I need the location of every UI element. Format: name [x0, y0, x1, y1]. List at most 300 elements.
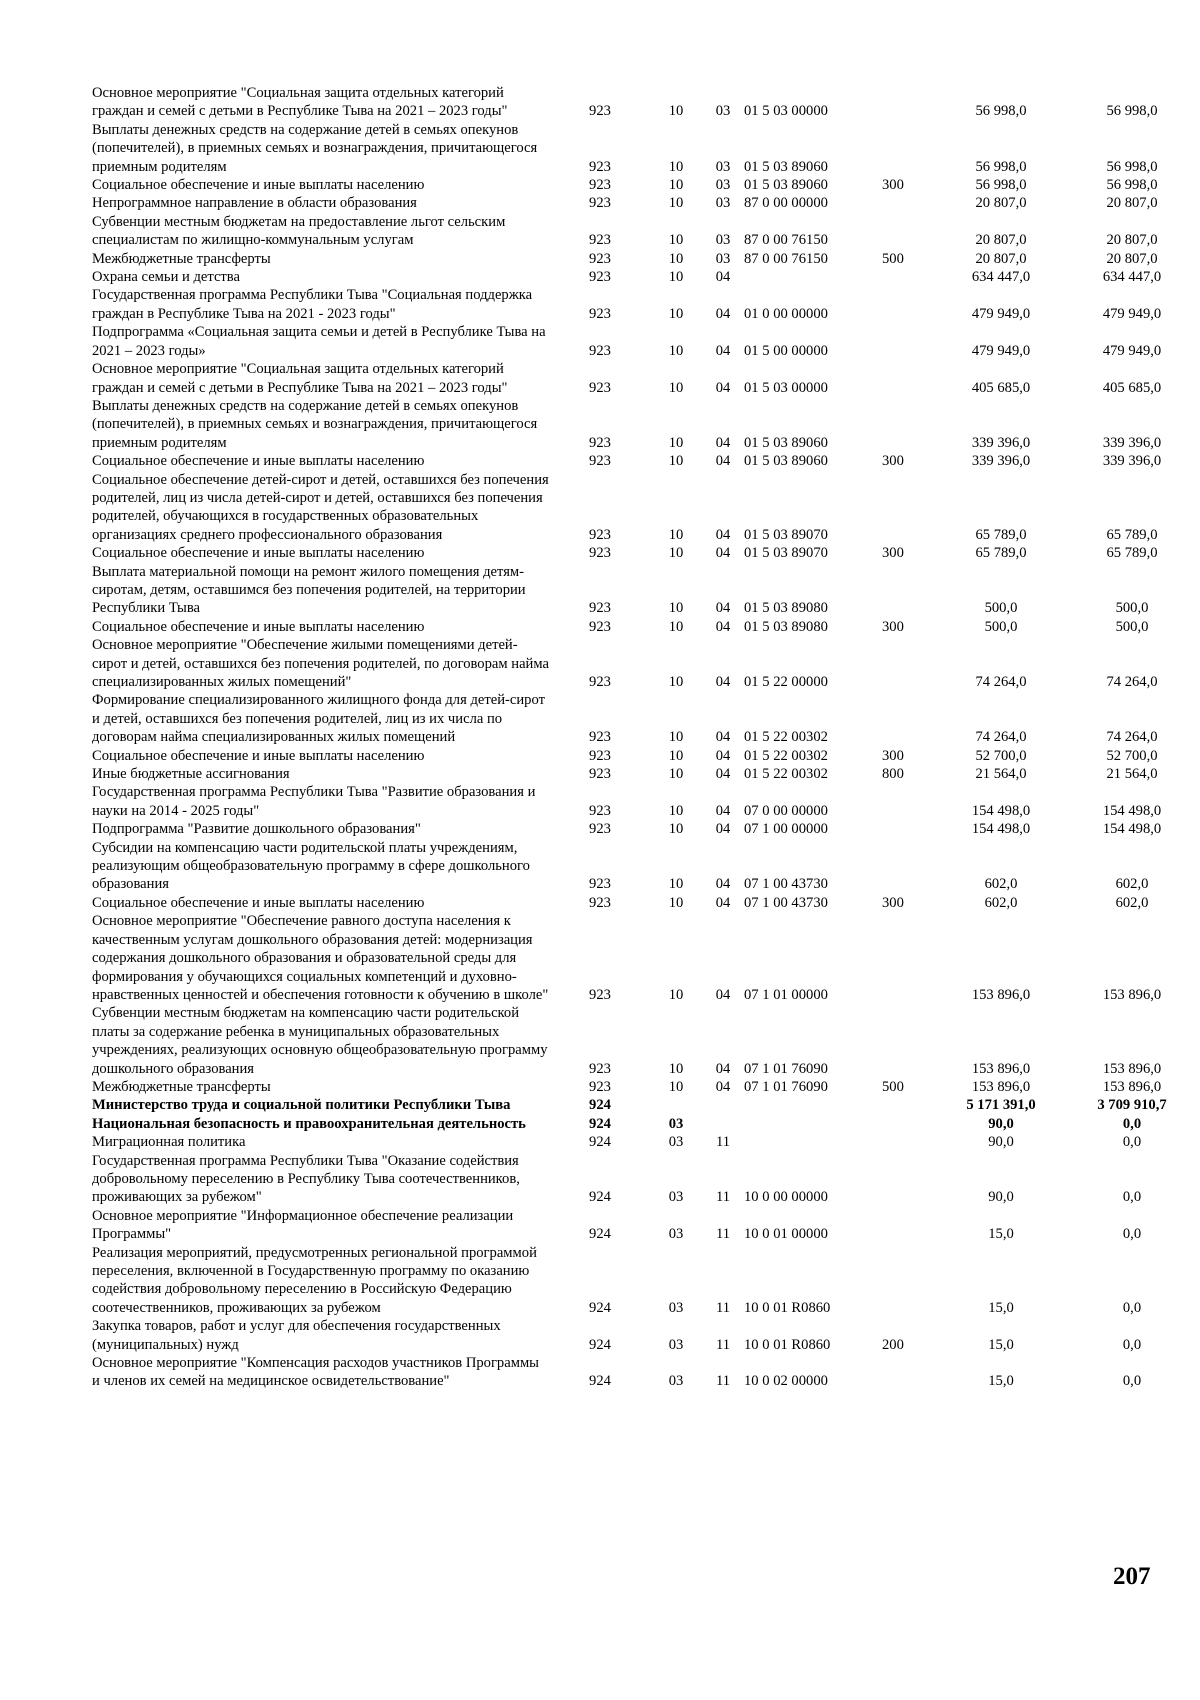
row-amount-1: 56 998,0: [975, 103, 1027, 120]
row-grbs-code: 924: [589, 1299, 611, 1316]
table-row: [92, 323, 1192, 360]
table-row: [92, 691, 1192, 746]
row-expense-type-code: [882, 268, 930, 286]
row-expense-type-code: 800: [882, 766, 904, 783]
row-subsection-code: 03: [715, 177, 731, 194]
row-subsection-code: 04: [715, 876, 731, 893]
row-grbs-code: 923: [589, 158, 611, 175]
row-target-article-code: 01 5 22 00302: [744, 766, 828, 783]
row-grbs-code: 924: [589, 1189, 611, 1206]
row-name: Подпрограмма «Социальная защита семьи и детей в Республике Тыва на 2021 – 2023 годы»: [92, 324, 546, 359]
row-amount-1: 5 171 391,0: [966, 1097, 1036, 1114]
table-row: [92, 1004, 1192, 1078]
row-target-article-code: 01 5 03 00000: [744, 103, 828, 120]
row-subsection-code: 11: [715, 1299, 731, 1316]
row-amount-1: 15,0: [988, 1226, 1014, 1243]
row-name: Субвенции местным бюджетам на компенсацию части родительской платы за содержание ребенка в муниципальных образовательных учреждениях, реализующих основную общеобразовательную программу дошкольного образования: [92, 1005, 548, 1077]
budget-table-body: [92, 84, 1192, 1391]
row-expense-type-code: [882, 691, 930, 746]
table-row: [92, 1096, 1192, 1114]
row-amount-1: 56 998,0: [975, 158, 1027, 175]
table-row: [92, 1115, 1192, 1133]
row-target-article-code: [744, 1096, 882, 1114]
row-expense-type-code: 300: [882, 618, 904, 635]
table-row: [92, 1317, 1192, 1354]
row-target-article-code: 07 0 00 00000: [744, 802, 828, 819]
row-name: Социальное обеспечение и иные выплаты населению: [92, 618, 425, 635]
row-expense-type-code: [882, 1096, 930, 1114]
row-expense-type-code: 500: [882, 250, 904, 267]
row-grbs-code: 924: [589, 1373, 611, 1390]
row-target-article-code: [744, 1115, 882, 1133]
row-subsection-code: 04: [715, 986, 731, 1003]
row-expense-type-code: [882, 360, 930, 397]
table-row: [92, 618, 1192, 636]
row-grbs-code: 924: [589, 1097, 611, 1114]
row-target-article-code: 01 5 03 89070: [744, 545, 828, 562]
row-target-article-code: 07 1 01 76090: [744, 1060, 828, 1077]
row-grbs-code: 923: [589, 766, 611, 783]
row-amount-2: 0,0: [1122, 1134, 1142, 1151]
row-amount-1: 15,0: [988, 1373, 1014, 1390]
row-amount-1: 339 396,0: [971, 453, 1031, 470]
table-row: [92, 1133, 1192, 1151]
row-target-article-code: 87 0 00 00000: [744, 195, 828, 212]
row-amount-1: 74 264,0: [975, 674, 1027, 690]
row-subsection-code: [702, 1096, 744, 1114]
row-target-article-code: 01 5 03 89060: [744, 434, 828, 451]
row-amount-2: 0,0: [1122, 1299, 1142, 1316]
row-amount-1: 153 896,0: [971, 1060, 1031, 1077]
row-section-code: 10: [668, 177, 684, 194]
table-row: [92, 1078, 1192, 1096]
row-amount-1: 479 949,0: [971, 342, 1031, 359]
row-name: Подпрограмма "Развитие дошкольного образования": [92, 821, 421, 838]
row-grbs-code: 923: [589, 103, 611, 120]
row-name: Непрограммное направление в области образования: [92, 195, 417, 212]
row-name: Выплата материальной помощи на ремонт жилого помещения детям-сиротам, детям, оставшимся без попечения родителей, на территории Республики Тыва: [92, 563, 526, 617]
row-amount-1: 154 498,0: [971, 821, 1031, 838]
row-target-article-code: [744, 268, 882, 286]
row-grbs-code: 923: [589, 177, 611, 194]
row-section-code: 03: [668, 1115, 684, 1132]
row-name: Основное мероприятие "Обеспечение жилыми помещениями детей-сирот и детей, оставшихся без попечения родителей, по договорам найма специализированных жилых помещений": [92, 637, 549, 690]
table-row: [92, 783, 1192, 820]
row-amount-1: 602,0: [984, 876, 1018, 893]
row-name: Субвенции местным бюджетам на предоставление льгот сельским специалистам по жилищно-коммунальным услугам: [92, 213, 506, 249]
row-grbs-code: 923: [589, 305, 611, 322]
row-subsection-code: 03: [715, 103, 731, 120]
row-grbs-code: 923: [589, 894, 611, 911]
row-target-article-code: 01 5 03 89060: [744, 158, 828, 175]
row-name: Выплаты денежных средств на содержание детей в семьях опекунов (попечителей), в приемных семьях и вознаграждения, причитающегося приемным родителям: [92, 121, 538, 175]
row-section-code: 10: [668, 986, 684, 1003]
row-name: Государственная программа Республики Тыва "Развитие образования и науки на 2014 - 2025 годы": [92, 784, 536, 819]
row-expense-type-code: [882, 1004, 930, 1078]
row-section-code: 10: [668, 618, 684, 635]
row-section-code: 10: [668, 526, 684, 543]
row-amount-2: 405 685,0: [1102, 379, 1162, 396]
row-grbs-code: 923: [589, 269, 611, 286]
row-target-article-code: 10 0 01 R0860: [744, 1336, 831, 1353]
row-amount-2: 20 807,0: [1106, 232, 1158, 249]
row-section-code: 10: [668, 195, 684, 212]
table-row: [92, 1354, 1192, 1391]
row-name: Закупка товаров, работ и услуг для обеспечения государственных (муниципальных) нужд: [92, 1318, 501, 1353]
row-section-code: 10: [668, 545, 684, 562]
table-row: [92, 1244, 1192, 1318]
row-section-code: 10: [668, 434, 684, 451]
row-section-code: 10: [668, 894, 684, 911]
row-amount-2: 52 700,0: [1106, 747, 1158, 764]
row-name: Социальное обеспечение и иные выплаты населению: [92, 894, 425, 911]
row-target-article-code: [744, 1133, 882, 1151]
table-row: [92, 84, 1192, 121]
row-amount-1: 20 807,0: [975, 250, 1027, 267]
row-section-code: 10: [668, 103, 684, 120]
row-section-code: 10: [668, 802, 684, 819]
row-amount-2: 74 264,0: [1106, 674, 1158, 690]
row-expense-type-code: 300: [882, 453, 904, 470]
row-subsection-code: 11: [715, 1189, 731, 1206]
row-amount-1: 74 264,0: [975, 729, 1027, 746]
row-amount-1: 500,0: [984, 600, 1018, 617]
row-amount-1: 602,0: [984, 894, 1018, 911]
row-section-code: 10: [668, 876, 684, 893]
row-amount-2: 20 807,0: [1106, 195, 1158, 212]
row-expense-type-code: [882, 1244, 930, 1318]
row-expense-type-code: 300: [882, 545, 904, 562]
row-expense-type-code: [882, 121, 930, 176]
row-name: Социальное обеспечение и иные выплаты населению: [92, 545, 425, 562]
row-amount-1: 153 896,0: [971, 1078, 1031, 1095]
row-target-article-code: 01 5 03 89060: [744, 177, 828, 194]
row-grbs-code: 923: [589, 250, 611, 267]
row-expense-type-code: [882, 1133, 930, 1151]
row-name: Основное мероприятие "Информационное обеспечение реализации Программы": [92, 1207, 514, 1243]
row-name: Формирование специализированного жилищного фонда для детей-сирот и детей, оставшихся без попечения родителей, лиц из их числа по договорам найма специализированных жилых помещений: [92, 692, 545, 746]
row-subsection-code: 04: [715, 526, 731, 543]
row-amount-2: 0,0: [1122, 1373, 1142, 1390]
row-amount-2: 3 709 910,7: [1097, 1097, 1167, 1114]
row-section-code: 10: [668, 821, 684, 838]
row-grbs-code: 923: [589, 876, 611, 893]
row-name: Министерство труда и социальной политики Республики Тыва: [92, 1097, 511, 1114]
row-name: Охрана семьи и детства: [92, 269, 240, 286]
row-amount-2: 602,0: [1115, 894, 1149, 911]
row-amount-1: 90,0: [988, 1189, 1014, 1206]
row-section-code: 10: [668, 674, 684, 690]
row-subsection-code: [702, 1115, 744, 1133]
row-grbs-code: 923: [589, 600, 611, 617]
row-section-code: 10: [668, 232, 684, 249]
row-section-code: 03: [668, 1373, 684, 1390]
row-grbs-code: 923: [589, 342, 611, 359]
table-row: [92, 471, 1192, 545]
row-amount-1: 20 807,0: [975, 232, 1027, 249]
row-section-code: 03: [668, 1134, 684, 1151]
row-amount-2: 0,0: [1122, 1189, 1142, 1206]
row-subsection-code: 04: [715, 729, 731, 746]
row-amount-2: 153 896,0: [1102, 986, 1162, 1003]
row-section-code: 10: [668, 747, 684, 764]
row-section-code: 10: [668, 1078, 684, 1095]
row-grbs-code: 923: [589, 821, 611, 838]
row-section-code: 03: [668, 1226, 684, 1243]
row-target-article-code: 10 0 01 00000: [744, 1226, 828, 1243]
table-row: [92, 912, 1192, 1004]
row-section-code: 10: [668, 766, 684, 783]
row-expense-type-code: [882, 397, 930, 452]
row-amount-1: 56 998,0: [975, 177, 1027, 194]
row-grbs-code: 923: [589, 986, 611, 1003]
row-target-article-code: 01 5 03 89060: [744, 453, 828, 470]
row-amount-2: 479 949,0: [1102, 305, 1162, 322]
row-amount-1: 65 789,0: [975, 526, 1027, 543]
row-expense-type-code: [882, 912, 930, 1004]
row-section-code: [650, 1096, 702, 1114]
row-grbs-code: 923: [589, 674, 611, 690]
row-amount-2: 56 998,0: [1106, 177, 1158, 194]
table-row: [92, 544, 1192, 562]
row-grbs-code: 923: [589, 195, 611, 212]
row-amount-2: 74 264,0: [1106, 729, 1158, 746]
row-amount-2: 154 498,0: [1102, 821, 1162, 838]
row-subsection-code: 04: [715, 821, 731, 838]
row-name: Миграционная политика: [92, 1134, 246, 1151]
row-grbs-code: 923: [589, 729, 611, 746]
row-subsection-code: 11: [715, 1373, 731, 1390]
row-subsection-code: 04: [715, 453, 731, 470]
table-row: [92, 250, 1192, 268]
row-target-article-code: 10 0 02 00000: [744, 1373, 828, 1390]
budget-table: [92, 84, 1192, 1391]
table-row: [92, 213, 1192, 250]
row-subsection-code: 11: [715, 1134, 731, 1151]
row-expense-type-code: [882, 839, 930, 894]
table-row: [92, 397, 1192, 452]
row-target-article-code: 10 0 01 R0860: [744, 1299, 831, 1316]
row-amount-1: 500,0: [984, 618, 1018, 635]
row-expense-type-code: [882, 286, 930, 323]
row-grbs-code: 923: [589, 434, 611, 451]
row-section-code: 03: [668, 1336, 684, 1353]
row-name: Основное мероприятие "Социальная защита отдельных категорий граждан и семей с детьми в Республике Тыва на 2021 – 2023 годы": [92, 85, 508, 120]
row-grbs-code: 924: [589, 1336, 611, 1353]
row-amount-2: 153 896,0: [1102, 1060, 1162, 1077]
row-expense-type-code: [882, 194, 930, 212]
row-subsection-code: 04: [715, 802, 731, 819]
row-name: Реализация мероприятий, предусмотренных региональной программой переселения, включенной в Государственную программу по оказанию содействия добровольному переселению в Российскую Федерацию соотечественников, проживающих за рубежом: [92, 1244, 537, 1316]
row-target-article-code: 01 5 00 00000: [744, 342, 828, 359]
row-amount-1: 405 685,0: [971, 379, 1031, 396]
row-expense-type-code: [882, 636, 930, 691]
row-subsection-code: 04: [715, 618, 731, 635]
row-grbs-code: 923: [589, 1060, 611, 1077]
row-section-code: 10: [668, 158, 684, 175]
row-grbs-code: 923: [589, 545, 611, 562]
row-grbs-code: 923: [589, 1078, 611, 1095]
row-amount-2: 65 789,0: [1106, 526, 1158, 543]
row-target-article-code: 07 1 01 00000: [744, 986, 828, 1003]
row-amount-1: 20 807,0: [975, 195, 1027, 212]
row-subsection-code: 11: [715, 1226, 731, 1243]
row-subsection-code: 04: [715, 894, 731, 911]
row-target-article-code: 07 1 01 76090: [744, 1078, 828, 1095]
row-amount-1: 153 896,0: [971, 986, 1031, 1003]
row-subsection-code: 03: [715, 232, 731, 249]
row-amount-2: 20 807,0: [1106, 250, 1158, 267]
row-section-code: 10: [668, 600, 684, 617]
table-row: [92, 563, 1192, 618]
row-subsection-code: 04: [715, 379, 731, 396]
row-target-article-code: 01 0 00 00000: [744, 305, 828, 322]
row-name: Выплаты денежных средств на содержание детей в семьях опекунов (попечителей), в приемных семьях и вознаграждения, причитающегося приемным родителям: [92, 397, 538, 451]
row-subsection-code: 04: [715, 747, 731, 764]
row-target-article-code: 01 5 03 89080: [744, 600, 828, 617]
table-row: [92, 1152, 1192, 1207]
row-amount-2: 21 564,0: [1106, 766, 1158, 783]
row-expense-type-code: [882, 1207, 930, 1244]
table-row: [92, 194, 1192, 212]
row-grbs-code: 923: [589, 379, 611, 396]
row-amount-1: 634 447,0: [971, 269, 1031, 286]
row-subsection-code: 11: [715, 1336, 731, 1353]
row-target-article-code: 07 1 00 43730: [744, 876, 828, 893]
row-name: Социальное обеспечение и иные выплаты населению: [92, 747, 425, 764]
table-row: [92, 121, 1192, 176]
row-grbs-code: 923: [589, 526, 611, 543]
row-target-article-code: 01 5 22 00302: [744, 729, 828, 746]
table-row: [92, 360, 1192, 397]
row-section-code: 03: [668, 1299, 684, 1316]
table-row: [92, 452, 1192, 470]
table-row: [92, 268, 1192, 286]
table-row: [92, 1207, 1192, 1244]
row-expense-type-code: 300: [882, 177, 904, 194]
row-amount-2: 65 789,0: [1106, 545, 1158, 562]
row-name: Иные бюджетные ассигнования: [92, 766, 290, 783]
row-subsection-code: 04: [715, 1078, 731, 1095]
row-expense-type-code: [882, 471, 930, 545]
row-section-code: 03: [668, 1189, 684, 1206]
row-section-code: 10: [668, 1060, 684, 1077]
row-amount-2: 0,0: [1122, 1226, 1142, 1243]
row-amount-2: 634 447,0: [1102, 269, 1162, 286]
row-amount-2: 56 998,0: [1106, 158, 1158, 175]
row-grbs-code: 924: [589, 1134, 611, 1151]
table-row: [92, 839, 1192, 894]
row-amount-1: 90,0: [988, 1115, 1014, 1132]
row-amount-1: 21 564,0: [975, 766, 1027, 783]
row-target-article-code: 87 0 00 76150: [744, 250, 828, 267]
row-subsection-code: 04: [715, 545, 731, 562]
row-grbs-code: 923: [589, 453, 611, 470]
row-name: Основное мероприятие "Социальная защита отдельных категорий граждан и семей с детьми в Республике Тыва на 2021 – 2023 годы": [92, 361, 508, 396]
row-name: Межбюджетные трансферты: [92, 1078, 271, 1095]
row-amount-2: 339 396,0: [1102, 434, 1162, 451]
row-name: Социальное обеспечение и иные выплаты населению: [92, 177, 425, 194]
page-number: 207: [1113, 1563, 1151, 1590]
row-expense-type-code: 300: [882, 894, 904, 911]
row-expense-type-code: [882, 213, 930, 250]
table-row: [92, 894, 1192, 912]
row-subsection-code: 04: [715, 600, 731, 617]
row-expense-type-code: [882, 1354, 930, 1391]
row-name: Основное мероприятие "Компенсация расходов участников Программы и членов их семей на медицинское освидетельствование": [92, 1355, 539, 1390]
row-name: Государственная программа Республики Тыва "Оказание содействия добровольному переселению в Республику Тыва соотечественников, проживающих за рубежом": [92, 1152, 520, 1206]
row-name: Социальное обеспечение и иные выплаты населению: [92, 453, 425, 470]
row-amount-2: 479 949,0: [1102, 342, 1162, 359]
row-subsection-code: 03: [715, 195, 731, 212]
row-subsection-code: 04: [715, 342, 731, 359]
row-target-article-code: 01 5 22 00000: [744, 674, 828, 690]
row-expense-type-code: 500: [882, 1078, 904, 1095]
row-amount-2: 153 896,0: [1102, 1078, 1162, 1095]
row-subsection-code: 04: [715, 305, 731, 322]
table-row: [92, 286, 1192, 323]
row-grbs-code: 923: [589, 802, 611, 819]
row-amount-1: 479 949,0: [971, 305, 1031, 322]
row-name: Национальная безопасность и правоохранительная деятельность: [92, 1115, 526, 1132]
table-row: [92, 636, 1192, 691]
row-target-article-code: 01 5 22 00302: [744, 747, 828, 764]
row-name: Социальное обеспечение детей-сирот и детей, оставшихся без попечения родителей, лиц из числа детей-сирот и детей, оставшихся без попечения родителей, обучающихся в государственных образовательных организациях среднего профессионального образования: [92, 471, 549, 543]
row-amount-1: 339 396,0: [971, 434, 1031, 451]
row-expense-type-code: [882, 1115, 930, 1133]
row-name: Межбюджетные трансферты: [92, 250, 271, 267]
row-amount-1: 90,0: [988, 1134, 1014, 1151]
row-amount-2: 500,0: [1115, 618, 1149, 635]
row-expense-type-code: 300: [882, 747, 904, 764]
row-section-code: 10: [668, 269, 684, 286]
row-subsection-code: 04: [715, 434, 731, 451]
row-amount-2: 56 998,0: [1106, 103, 1158, 120]
row-name: Субсидии на компенсацию части родительской платы учреждениям, реализующим общеобразовательную программу в сфере дошкольного образования: [92, 839, 530, 893]
row-subsection-code: 04: [715, 1060, 731, 1077]
row-target-article-code: 87 0 00 76150: [744, 232, 828, 249]
row-amount-1: 52 700,0: [975, 747, 1027, 764]
row-expense-type-code: [882, 84, 930, 121]
table-row: [92, 747, 1192, 765]
row-expense-type-code: [882, 820, 930, 838]
row-grbs-code: 924: [589, 1115, 611, 1132]
table-row: [92, 176, 1192, 194]
row-amount-2: 500,0: [1115, 600, 1149, 617]
row-expense-type-code: [882, 323, 930, 360]
row-grbs-code: 923: [589, 618, 611, 635]
row-section-code: 10: [668, 342, 684, 359]
row-subsection-code: 04: [715, 674, 731, 690]
row-amount-1: 15,0: [988, 1336, 1014, 1353]
row-name: Государственная программа Республики Тыва "Социальная поддержка граждан в Республике Тыва на 2021 - 2023 годы": [92, 287, 533, 322]
row-amount-2: 339 396,0: [1102, 453, 1162, 470]
row-amount-2: 602,0: [1115, 876, 1149, 893]
row-target-article-code: 07 1 00 43730: [744, 894, 828, 911]
row-name: Основное мероприятие "Обеспечение равного доступа населения к качественным услугам дошкольного образования детей: модернизация содержания дошкольного образования и образовательной среды для формирования у обучающихся социальных компетенций и духовно-нравственных ценностей и обеспечения готовности к обучению в школе": [92, 913, 549, 1003]
row-subsection-code: 04: [715, 766, 731, 783]
row-amount-2: 0,0: [1122, 1336, 1142, 1353]
row-subsection-code: 03: [715, 250, 731, 267]
row-section-code: 10: [668, 729, 684, 746]
table-row: [92, 820, 1192, 838]
row-subsection-code: 03: [715, 158, 731, 175]
row-target-article-code: 01 5 03 89080: [744, 618, 828, 635]
table-row: [92, 765, 1192, 783]
row-amount-2: 154 498,0: [1102, 802, 1162, 819]
row-target-article-code: 07 1 00 00000: [744, 821, 828, 838]
row-subsection-code: 04: [715, 269, 731, 286]
